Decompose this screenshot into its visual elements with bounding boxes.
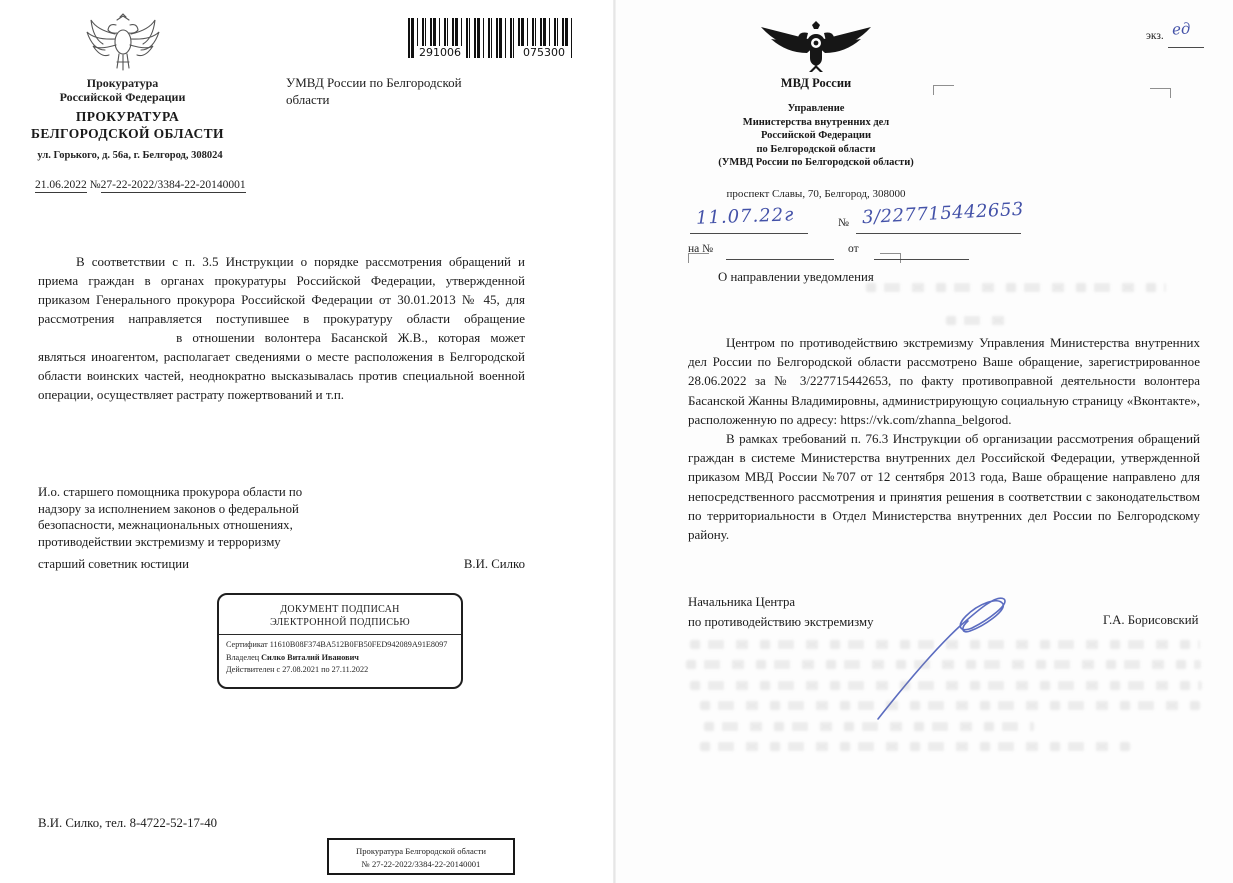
electronic-signature-stamp (217, 593, 463, 689)
outgoing-date: 21.06.2022 (35, 179, 87, 191)
registration-stamp-line1: Прокуратура Белгородской области (356, 846, 486, 856)
signer-title-block (688, 592, 874, 632)
number-sign: № (89, 179, 101, 191)
corner-mark-icon (933, 85, 954, 95)
esign-details (219, 639, 461, 677)
copy-label: экз. (1146, 30, 1164, 42)
outgoing-date-number (35, 179, 246, 191)
bleed-through-text (690, 681, 1202, 690)
mvd-org-line1: Управление (787, 103, 845, 114)
ref-from-label: от (848, 243, 859, 255)
esign-validity-line (226, 664, 454, 677)
copy-number-handwritten: ед (1171, 19, 1191, 39)
signer-title-line1: И.о. старшего помощника прокурора области по (38, 485, 303, 499)
sender-org-caps-line2: БЕЛГОРОДСКОЙ ОБЛАСТИ (31, 126, 224, 141)
bleed-through-text (686, 660, 1201, 669)
esign-title (219, 595, 461, 629)
letter-subject: О направлении уведомления (718, 270, 874, 284)
corner-mark-icon (1150, 88, 1171, 98)
signer-title-line1: Начальника Центра (688, 595, 796, 609)
esign-certificate-line (226, 639, 454, 652)
mvd-org-line2: Министерства внутренних дел (742, 116, 890, 128)
signer-title-line4: противодействии экстремизму и терроризму (38, 534, 281, 549)
barcode-numbers (414, 46, 570, 59)
date-underline (690, 232, 808, 234)
esign-owner-label: Владелец (226, 652, 260, 662)
mvd-eagle-icon (757, 20, 875, 74)
signer-name: Г.А. Борисовский (1103, 613, 1199, 627)
bleed-through-text (700, 742, 1130, 751)
ref-from-underline (874, 258, 969, 260)
body-text-part1: В соответствии с п. 3.5 Инструкции о порядке рассмотрения обращений и приема граждан в органах прокуратуры Российской Федерации, утвержденной приказом Генерального прокурора Российской Федерации от 30.01.2013 № 45, для рассмотрения направляется поступившее в прокуратуру области обращение (38, 254, 525, 326)
registration-barcode (408, 18, 576, 58)
bleed-through-text (946, 316, 1006, 325)
body-paragraph-1: Центром по противодействию экстремизму Управления Министерства внутренних дел России по Белгородской области рассмотрено Ваше обращение, зарегистрированное 28.06.2022 за № 3/227715442653, по факту противоправной деятельности волонтера Басанской Жанны Владимировны, администрирующую социальную страницу «Вконтакте», расположенную по адресу: https://vk.com/zhanna_belgorod. (688, 335, 1200, 427)
sender-org-line2: Российской Федерации (59, 90, 186, 104)
signer-rank: старший советник юстиции (38, 557, 189, 571)
sender-address: ул. Горького, д. 56а, г. Белгород, 308024 (37, 150, 223, 161)
barcode-number-right: 075300 (518, 46, 570, 59)
number-underline (856, 232, 1021, 234)
sender-org-line1: Прокуратура (86, 76, 159, 90)
esign-cert-value: 11610B08F374BA512B0FB50FED942089A91E8097 (269, 640, 448, 649)
esign-valid-from: 27.08.2021 (282, 665, 320, 674)
mvd-caption: МВД России (780, 76, 852, 90)
ref-number-underline (726, 258, 834, 260)
number-sign: № (838, 217, 849, 229)
letter-body-paragraph (38, 252, 525, 404)
esign-title-line1: ДОКУМЕНТ ПОДПИСАН (280, 604, 400, 615)
mvd-org-line4: по Белгородской области (756, 143, 876, 155)
mvd-org-line3: Российской Федерации (760, 130, 872, 141)
signer-title-line3: безопасности, межнациональных отношениях, (38, 518, 293, 532)
outgoing-number-handwritten: 3/227715442653 (861, 198, 1025, 229)
signer-title-block (38, 484, 378, 550)
recipient-line2: области (286, 92, 330, 107)
prosecutor-eagle-icon (82, 12, 164, 74)
bleed-through-text (704, 722, 1034, 731)
esign-cert-label: Сертификат (226, 640, 268, 649)
esign-owner-line (226, 652, 454, 665)
bleed-through-text (700, 701, 1200, 710)
recipient-block (286, 74, 511, 108)
barcode-number-left: 291006 (414, 46, 466, 59)
sender-org-caps-line1: ПРОКУРАТУРА (75, 109, 180, 124)
esign-valid-to: 27.11.2022 (331, 665, 369, 674)
esign-valid-label: Действителен с (226, 665, 281, 674)
body-paragraph-2: В рамках требований п. 76.3 Инструкции об организации рассмотрения обращений граждан в системе Министерства внутренних дел Российской Федерации, утвержденной приказом МВД России №707 от 12 сентября 2013 года, Ваше обращение направлено для непосредственного рассмотрения и принятия решения в соответствии с законодательством по территориальности в Отдел Министерства внутренних дел России по Белгородскому району. (688, 431, 1200, 543)
mvd-org-line5: (УМВД России по Белгородской области) (718, 157, 914, 168)
mvd-letter-page (616, 0, 1233, 883)
copy-underline (1168, 46, 1204, 48)
esign-title-line2: ЭЛЕКТРОННОЙ ПОДПИСЬЮ (270, 617, 410, 628)
esign-valid-to-label: по (321, 665, 330, 674)
signer-name: В.И. Силко (463, 557, 525, 571)
registration-stamp-line2: № 27-22-2022/3384-22-20140001 (361, 859, 481, 869)
executor-contact: В.И. Силко, тел. 8-4722-52-17-40 (38, 816, 217, 830)
esign-divider (219, 634, 461, 635)
recipient-line1: УМВД России по Белгородской (286, 75, 462, 90)
outgoing-date-handwritten: 11.07.22г (695, 204, 795, 229)
bleed-through-text (866, 283, 1166, 292)
outgoing-number: 27-22-2022/3384-22-20140001 (100, 179, 246, 191)
prosecutor-letter-page (0, 0, 613, 883)
body-text-part2: в отношении волонтера Басанской Ж.В., которая может являться иноагентом, располагает сведениями о месте расположения в Белгородской области воинских частей, неоднократно высказывалась против специальной военной операции, осуществляет растрату пожертвований и т.п. (38, 330, 525, 402)
signer-title-line2: надзору за исполнением законов о федеральной (38, 501, 299, 516)
ref-number-label: на № (688, 243, 714, 255)
signer-title-line2: по противодействию экстремизму (688, 615, 874, 629)
esign-owner-value: Силко Виталий Иванович (261, 652, 359, 662)
sender-org-name (35, 76, 210, 104)
mvd-org-block (682, 102, 950, 170)
letter-body (688, 333, 1200, 544)
sender-org-caps (5, 108, 250, 142)
letter-body (38, 252, 525, 404)
registration-stamp-box (327, 838, 515, 875)
signature-row (38, 557, 525, 572)
bleed-through-text (690, 640, 1200, 649)
mvd-address: проспект Славы, 70, Белгород, 308000 (726, 188, 906, 200)
